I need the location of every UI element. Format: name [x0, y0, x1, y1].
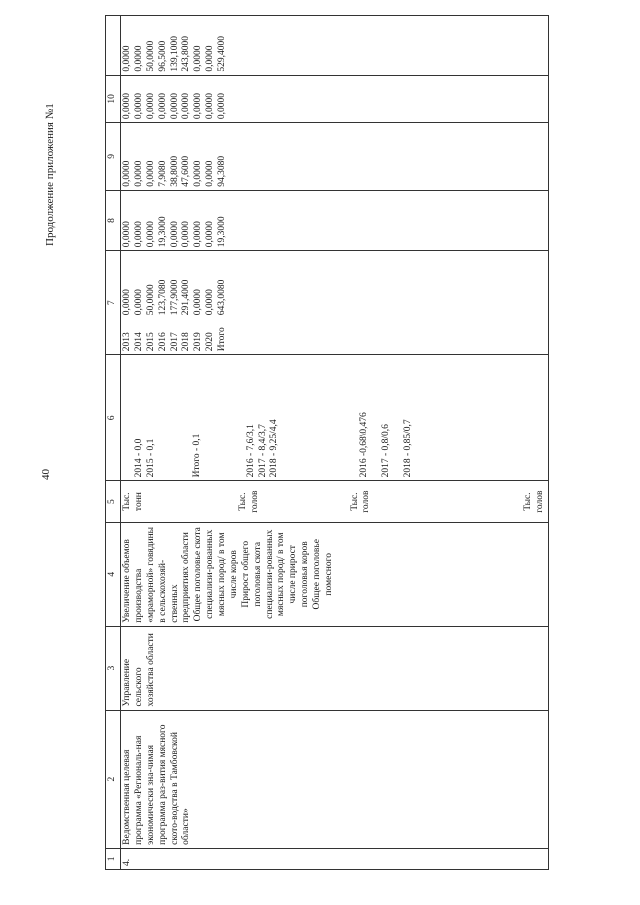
amount-value: 0,0000 [157, 92, 168, 120]
header-cell: 4 [106, 522, 121, 626]
target-value: 2016 -0,68\0,476 [359, 412, 370, 478]
amount-value: 529,4000 [217, 36, 227, 72]
amount-value: 0,0000 [193, 221, 204, 248]
amount-value: 0,0000 [133, 221, 144, 248]
header-cell: 9 [106, 123, 121, 191]
amount-value: 0,0000 [205, 289, 216, 316]
indicator-crossbred-livestock: Общее поголовье помесного [312, 539, 334, 610]
year-label: Итого [217, 327, 227, 352]
year-label: 2013 [122, 332, 132, 352]
amount-value: 0,0000 [169, 221, 180, 248]
amount-value: 0,0000 [181, 221, 192, 248]
program-table-wrapper [105, 15, 620, 870]
amount-value: 0,0000 [217, 92, 227, 120]
program-name: Ведомственная целевая программа «Региональ-ная экономически зна-чимая программа раз-вития мясного ското-водства в Тамбовской области» [121, 710, 549, 848]
unit-label: Тыс. голов [349, 490, 372, 513]
year-label: 2019 [193, 332, 204, 352]
amount-value: 243,8000 [181, 36, 192, 72]
amount-value: 291,4000 [181, 279, 192, 316]
funding-col6 [121, 251, 549, 355]
amount-value: 177,9000 [169, 279, 180, 316]
amount-value: 0,0000 [122, 45, 132, 72]
continuation-caption: Продолжение приложения №1 [44, 103, 56, 246]
amount-value: 50,0000 [145, 40, 156, 72]
year-label: 2020 [205, 332, 216, 352]
amount-value: 50,0000 [145, 284, 156, 316]
amount-value: 0,0000 [122, 160, 132, 187]
year-label: 2017 [169, 332, 180, 352]
year-label: 2016 [157, 332, 168, 352]
target-total: Итого - 0,1 [191, 433, 202, 478]
amount-value: 0,0000 [122, 289, 132, 316]
amount-value: 0,0000 [193, 45, 204, 72]
amount-value: 96,5000 [157, 40, 168, 72]
amount-value: 0,0000 [122, 92, 132, 120]
amount-value: 0,0000 [181, 92, 192, 120]
amount-value: 123,7080 [157, 279, 168, 316]
year-label: 2014 [133, 332, 144, 352]
amount-value: 0,0000 [169, 92, 180, 120]
amount-value: 7,9080 [157, 160, 168, 187]
header-row [106, 16, 121, 870]
amount-value: 0,0000 [205, 221, 216, 248]
responsible-organization: Управление сельского хозяйства области [121, 626, 549, 710]
target-value: 2014 - 0,0 [134, 438, 144, 478]
amount-value: 0,0000 [193, 289, 204, 316]
target-values-cell [121, 355, 549, 481]
amount-value: 94,3080 [217, 155, 227, 187]
funding-col10 [121, 16, 549, 76]
target-value: 2017 - 0,8/0,6 [381, 424, 392, 478]
amount-value: 0,0000 [193, 160, 204, 187]
page-number: 40 [40, 469, 52, 480]
amount-value: 0,0000 [133, 45, 144, 72]
indicator-total-livestock: Общее поголовье скота специализи-рованных мясных пород/ в том числе коров [193, 527, 239, 622]
header-cell: 3 [106, 626, 121, 710]
amount-value: 0,0000 [205, 92, 216, 120]
amount-value: 0,0000 [205, 45, 216, 72]
header-cell: 6 [106, 355, 121, 481]
year-label: 2015 [145, 332, 156, 352]
indicators-cell [121, 522, 549, 626]
unit-label: Тыс. голов [237, 490, 260, 513]
amount-value: 0,0000 [145, 221, 156, 248]
indicator-production: Увеличение объемов производства «мраморной» говядины в сельскохозяй-ственных предприятиях области [122, 526, 192, 623]
amount-value: 0,0000 [122, 221, 132, 248]
funding-col8 [121, 123, 549, 191]
header-cell: 5 [106, 481, 121, 522]
units-cell [121, 481, 549, 522]
unit-label: Тыс. тонн [122, 492, 144, 512]
target-value: 2016 - 7,6/3,1 [245, 424, 256, 478]
amount-value: 47,6000 [181, 155, 192, 187]
funding-col7 [121, 190, 549, 251]
target-value: 2015 - 0,1 [145, 438, 156, 478]
amount-value: 0,0000 [205, 160, 216, 187]
target-value: 2018 - 0,85/0,7 [403, 419, 413, 478]
amount-value: 643,0080 [217, 279, 227, 316]
amount-value: 19,3000 [157, 216, 168, 248]
amount-value: 0,0000 [133, 289, 144, 316]
header-cell: 2 [106, 710, 121, 848]
table-row [121, 16, 549, 870]
header-cell: 1 [106, 848, 121, 869]
amount-value: 0,0000 [145, 160, 156, 187]
unit-label: Тыс. голов [523, 490, 546, 513]
amount-value: 0,0000 [133, 160, 144, 187]
year-label: 2018 [181, 332, 192, 352]
program-table [105, 15, 549, 870]
header-cell: 8 [106, 190, 121, 251]
amount-value: 0,0000 [145, 92, 156, 120]
amount-value: 0,0000 [193, 92, 204, 120]
amount-value: 139,1000 [169, 36, 180, 72]
indicator-livestock-growth: Прирост общего поголовья скота специализи-рованных мясных пород/ в том числе прирост поголовья коров [240, 529, 311, 619]
funding-col9 [121, 75, 549, 122]
amount-value: 38,8000 [169, 155, 180, 187]
target-value: 2017 - 8,4/3,7 [257, 424, 268, 478]
amount-value: 0,0000 [133, 92, 144, 120]
header-cell: 7 [106, 251, 121, 355]
header-cell: 10 [106, 75, 121, 122]
target-value: 2018 - 9,25/4,4 [269, 419, 280, 478]
amount-value: 19,3000 [217, 216, 227, 248]
row-number: 4. [121, 848, 549, 869]
header-cell [106, 16, 121, 76]
